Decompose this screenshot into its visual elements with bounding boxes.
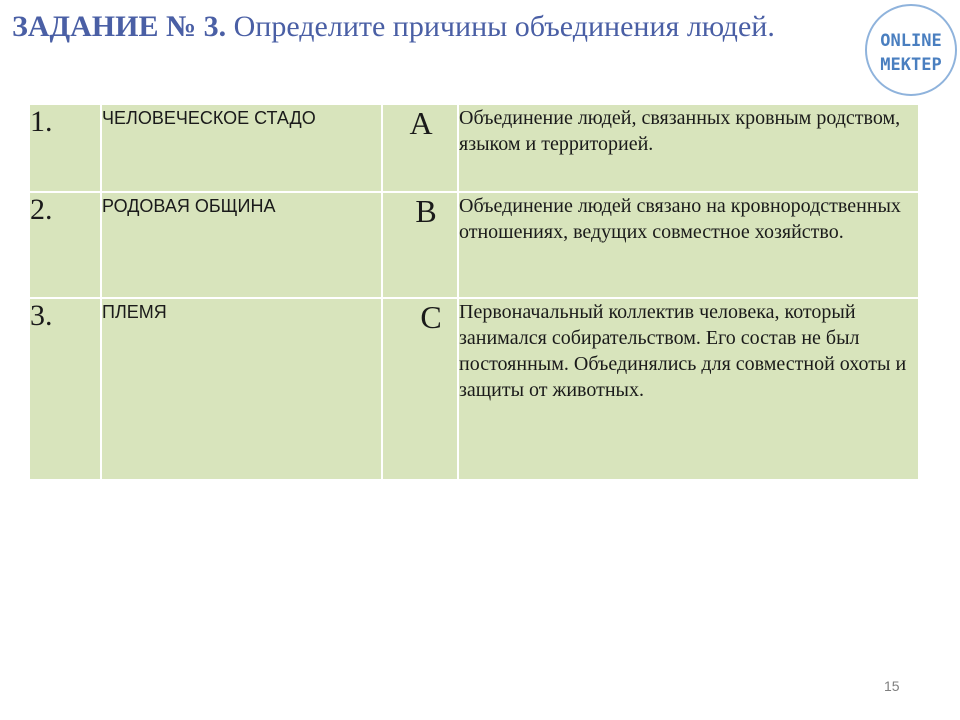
definition-cell: Первоначальный коллектив человека, который занимался собирательством. Его состав не был постоянным. Объединялись для совместной охоты и защиты от животных. <box>458 298 919 480</box>
page-number: 15 <box>884 678 900 694</box>
table-row <box>29 298 919 480</box>
row-number: 2. <box>29 192 101 298</box>
task-label: ЗАДАНИЕ № 3. <box>12 10 227 43</box>
term-cell: РОДОВАЯ ОБЩИНА <box>101 192 382 298</box>
matching-table <box>28 103 920 481</box>
table-row <box>29 104 919 192</box>
slide-title <box>12 6 842 48</box>
answer-letter: B <box>382 192 458 298</box>
table-row <box>29 192 919 298</box>
row-number: 3. <box>29 298 101 480</box>
definition-cell: Объединение людей связано на кровнородственных отношениях, ведущих совместное хозяйство. <box>458 192 919 298</box>
term-cell: ЧЕЛОВЕЧЕСКОЕ СТАДО <box>101 104 382 192</box>
logo-text-mektep: MEKTEP <box>880 55 942 75</box>
answer-letter: A <box>382 104 458 192</box>
answer-letter: C <box>382 298 458 480</box>
definition-cell: Объединение людей, связанных кровным родством, языком и территорией. <box>458 104 919 192</box>
row-number: 1. <box>29 104 101 192</box>
term-cell: ПЛЕМЯ <box>101 298 382 480</box>
logo-text-online: ONLINE <box>880 31 942 51</box>
online-mektep-logo <box>864 0 958 100</box>
task-text: Определите причины объединения людей. <box>226 10 775 43</box>
